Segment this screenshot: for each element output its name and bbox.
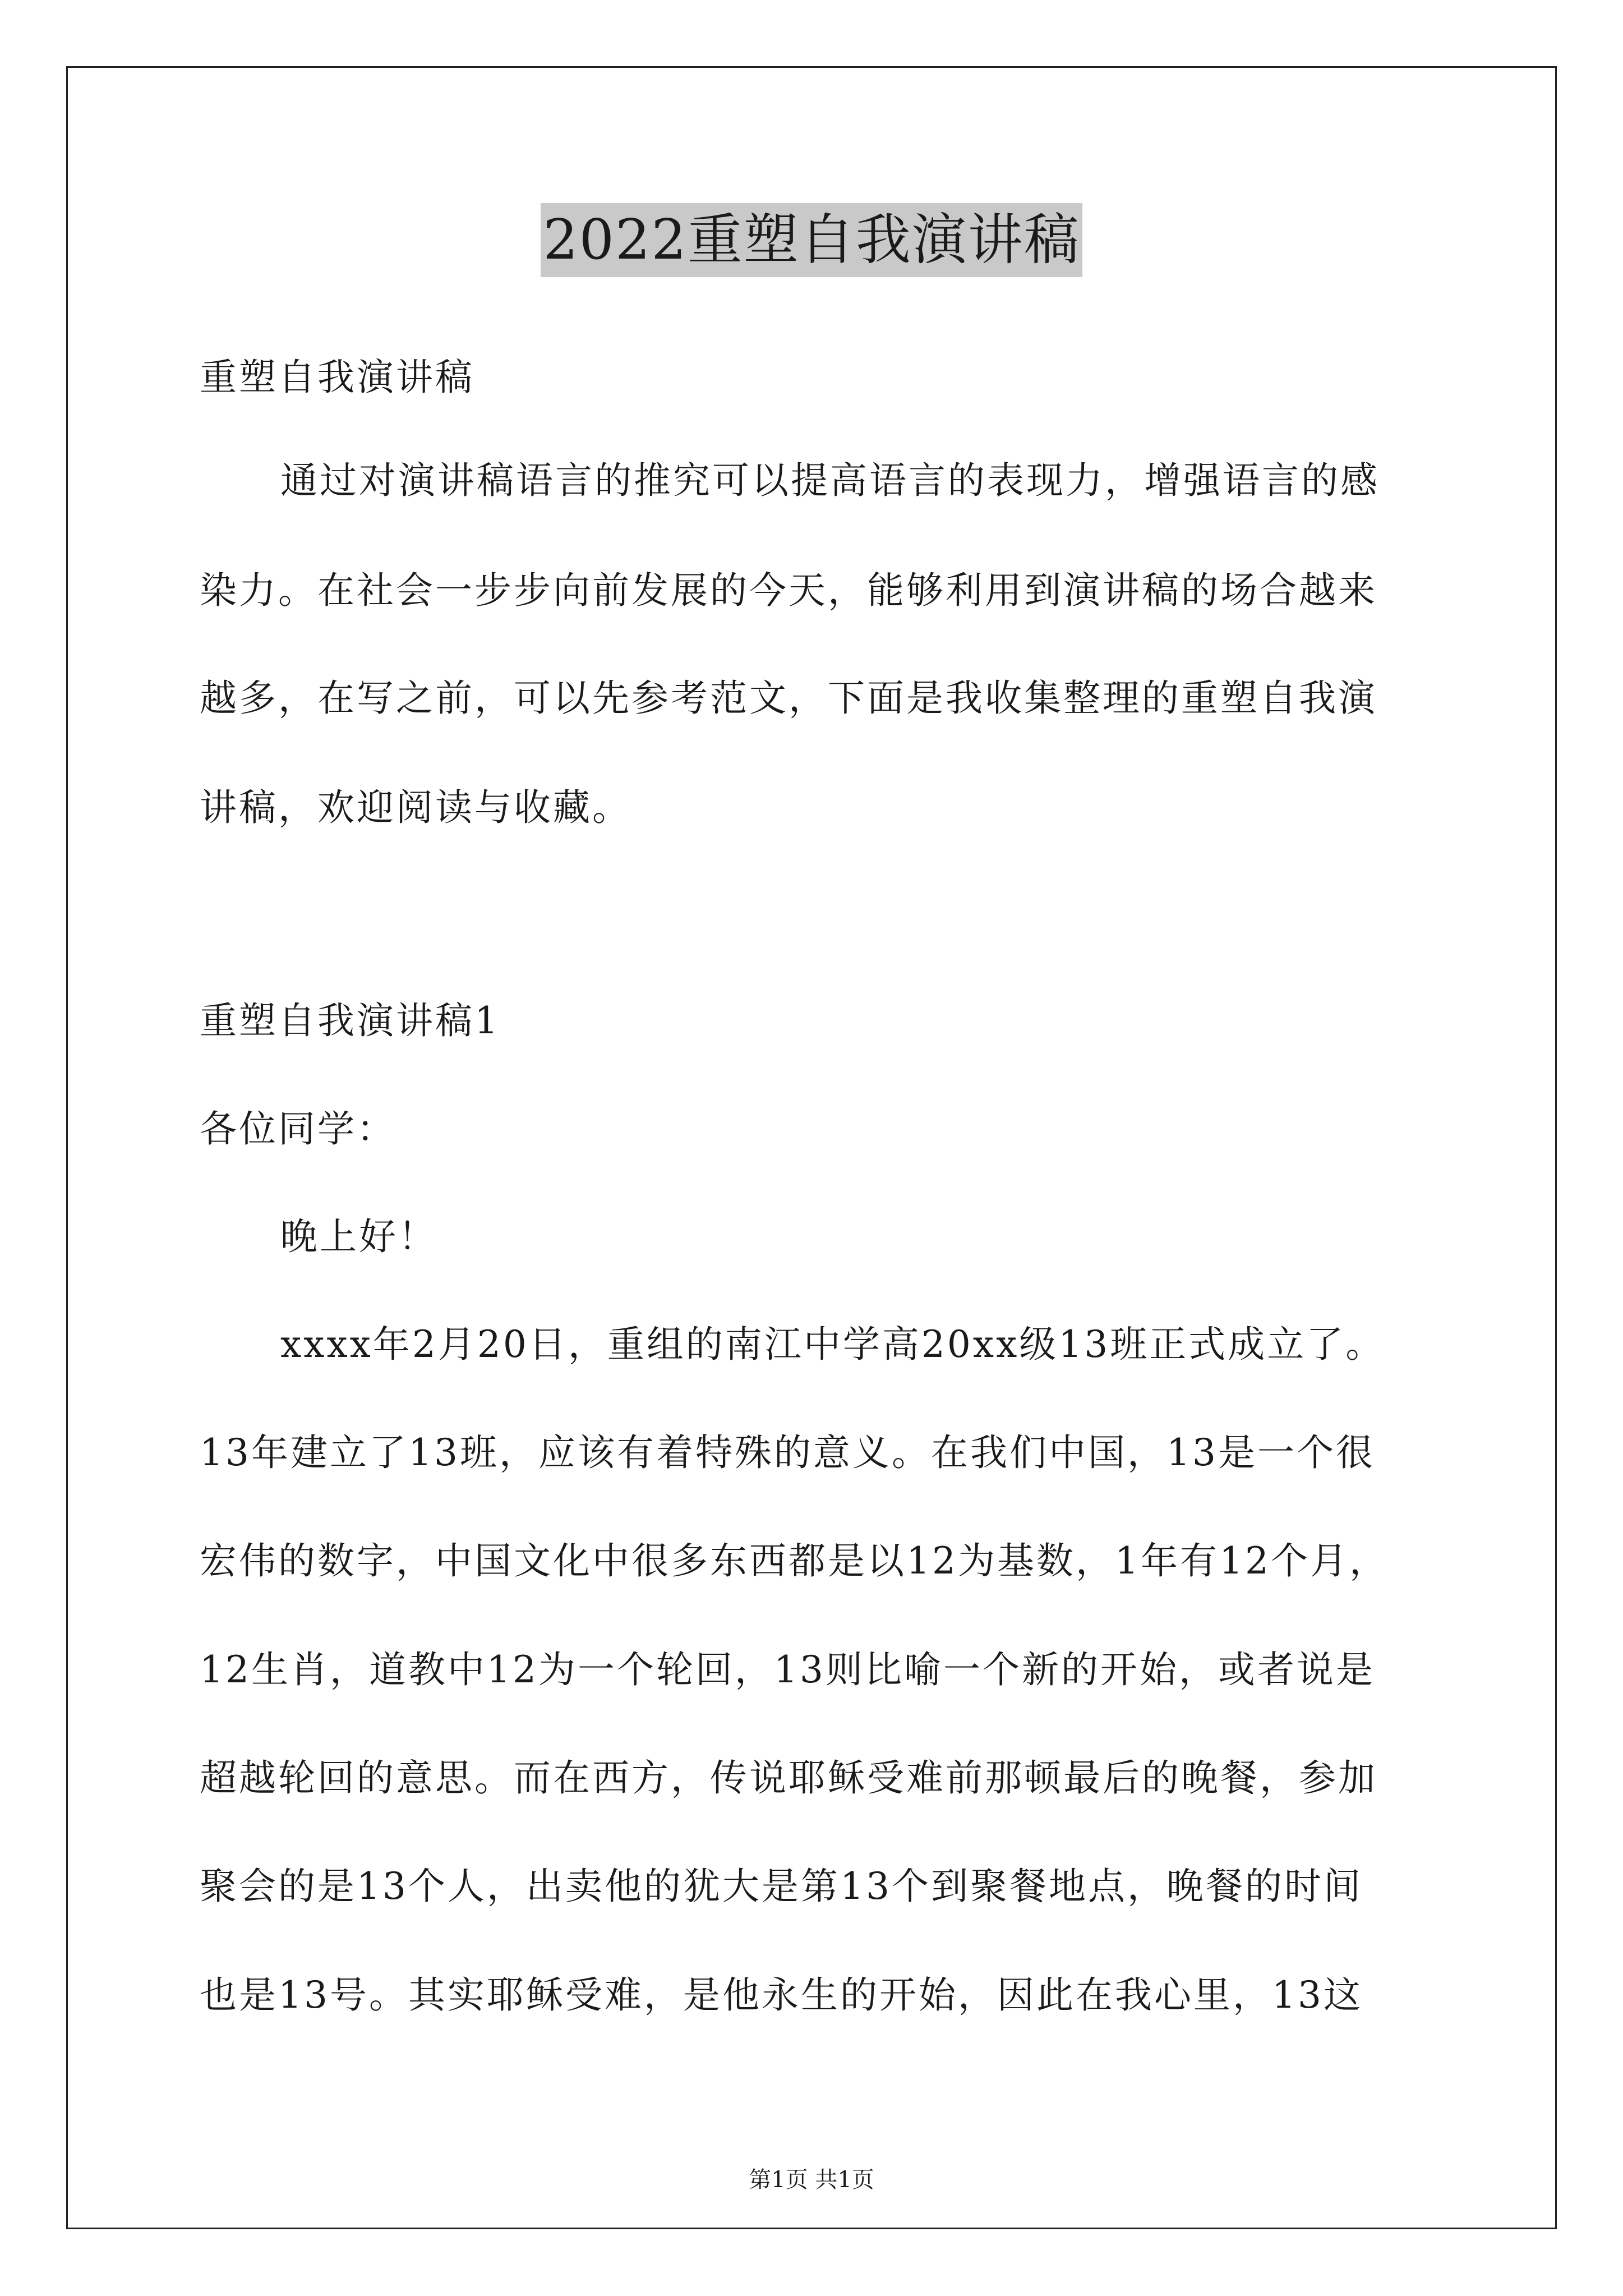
document-title: 2022重塑自我演讲稿 (541, 203, 1082, 277)
body-line-1: xxxx年2月20日，重组的南江中学高20xx级13班正式成立了。 (280, 1323, 1385, 1366)
intro-line-1: 通过对演讲稿语言的推究可以提高语言的表现力，增强语言的感 (280, 459, 1380, 502)
body-line-7: 也是13号。其实耶稣受难，是他永生的开始，因此在我心里，13这 (200, 1973, 1363, 2017)
body-line-3: 宏伟的数字，中国文化中很多东西都是以12为基数，1年有12个月， (200, 1539, 1389, 1582)
body-line-2: 13年建立了13班，应该有着特殊的意义。在我们中国，13是一个很 (200, 1431, 1375, 1474)
salutation: 各位同学： (200, 1107, 396, 1151)
body-line-6: 聚会的是13个人，出卖他的犹大是第13个到聚餐地点，晚餐的时间 (200, 1865, 1363, 1908)
section-title: 重塑自我演讲稿1 (200, 999, 500, 1042)
body-line-5: 超越轮回的意思。而在西方，传说耶稣受难前那顿最后的晚餐，参加 (200, 1756, 1377, 1800)
intro-line-4: 讲稿，欢迎阅读与收藏。 (200, 786, 631, 829)
subtitle: 重塑自我演讲稿 (200, 356, 474, 399)
greeting: 晚上好！ (280, 1215, 437, 1258)
intro-line-3: 越多，在写之前，可以先参考范文，下面是我收集整理的重塑自我演 (200, 677, 1377, 720)
intro-line-2: 染力。在社会一步步向前发展的今天，能够利用到演讲稿的场合越来 (200, 569, 1377, 612)
body-line-4: 12生肖，道教中12为一个轮回，13则比喻一个新的开始，或者说是 (200, 1648, 1375, 1691)
page-footer: 第1页 共1页 (749, 2167, 874, 2193)
title-container (0, 203, 1623, 277)
